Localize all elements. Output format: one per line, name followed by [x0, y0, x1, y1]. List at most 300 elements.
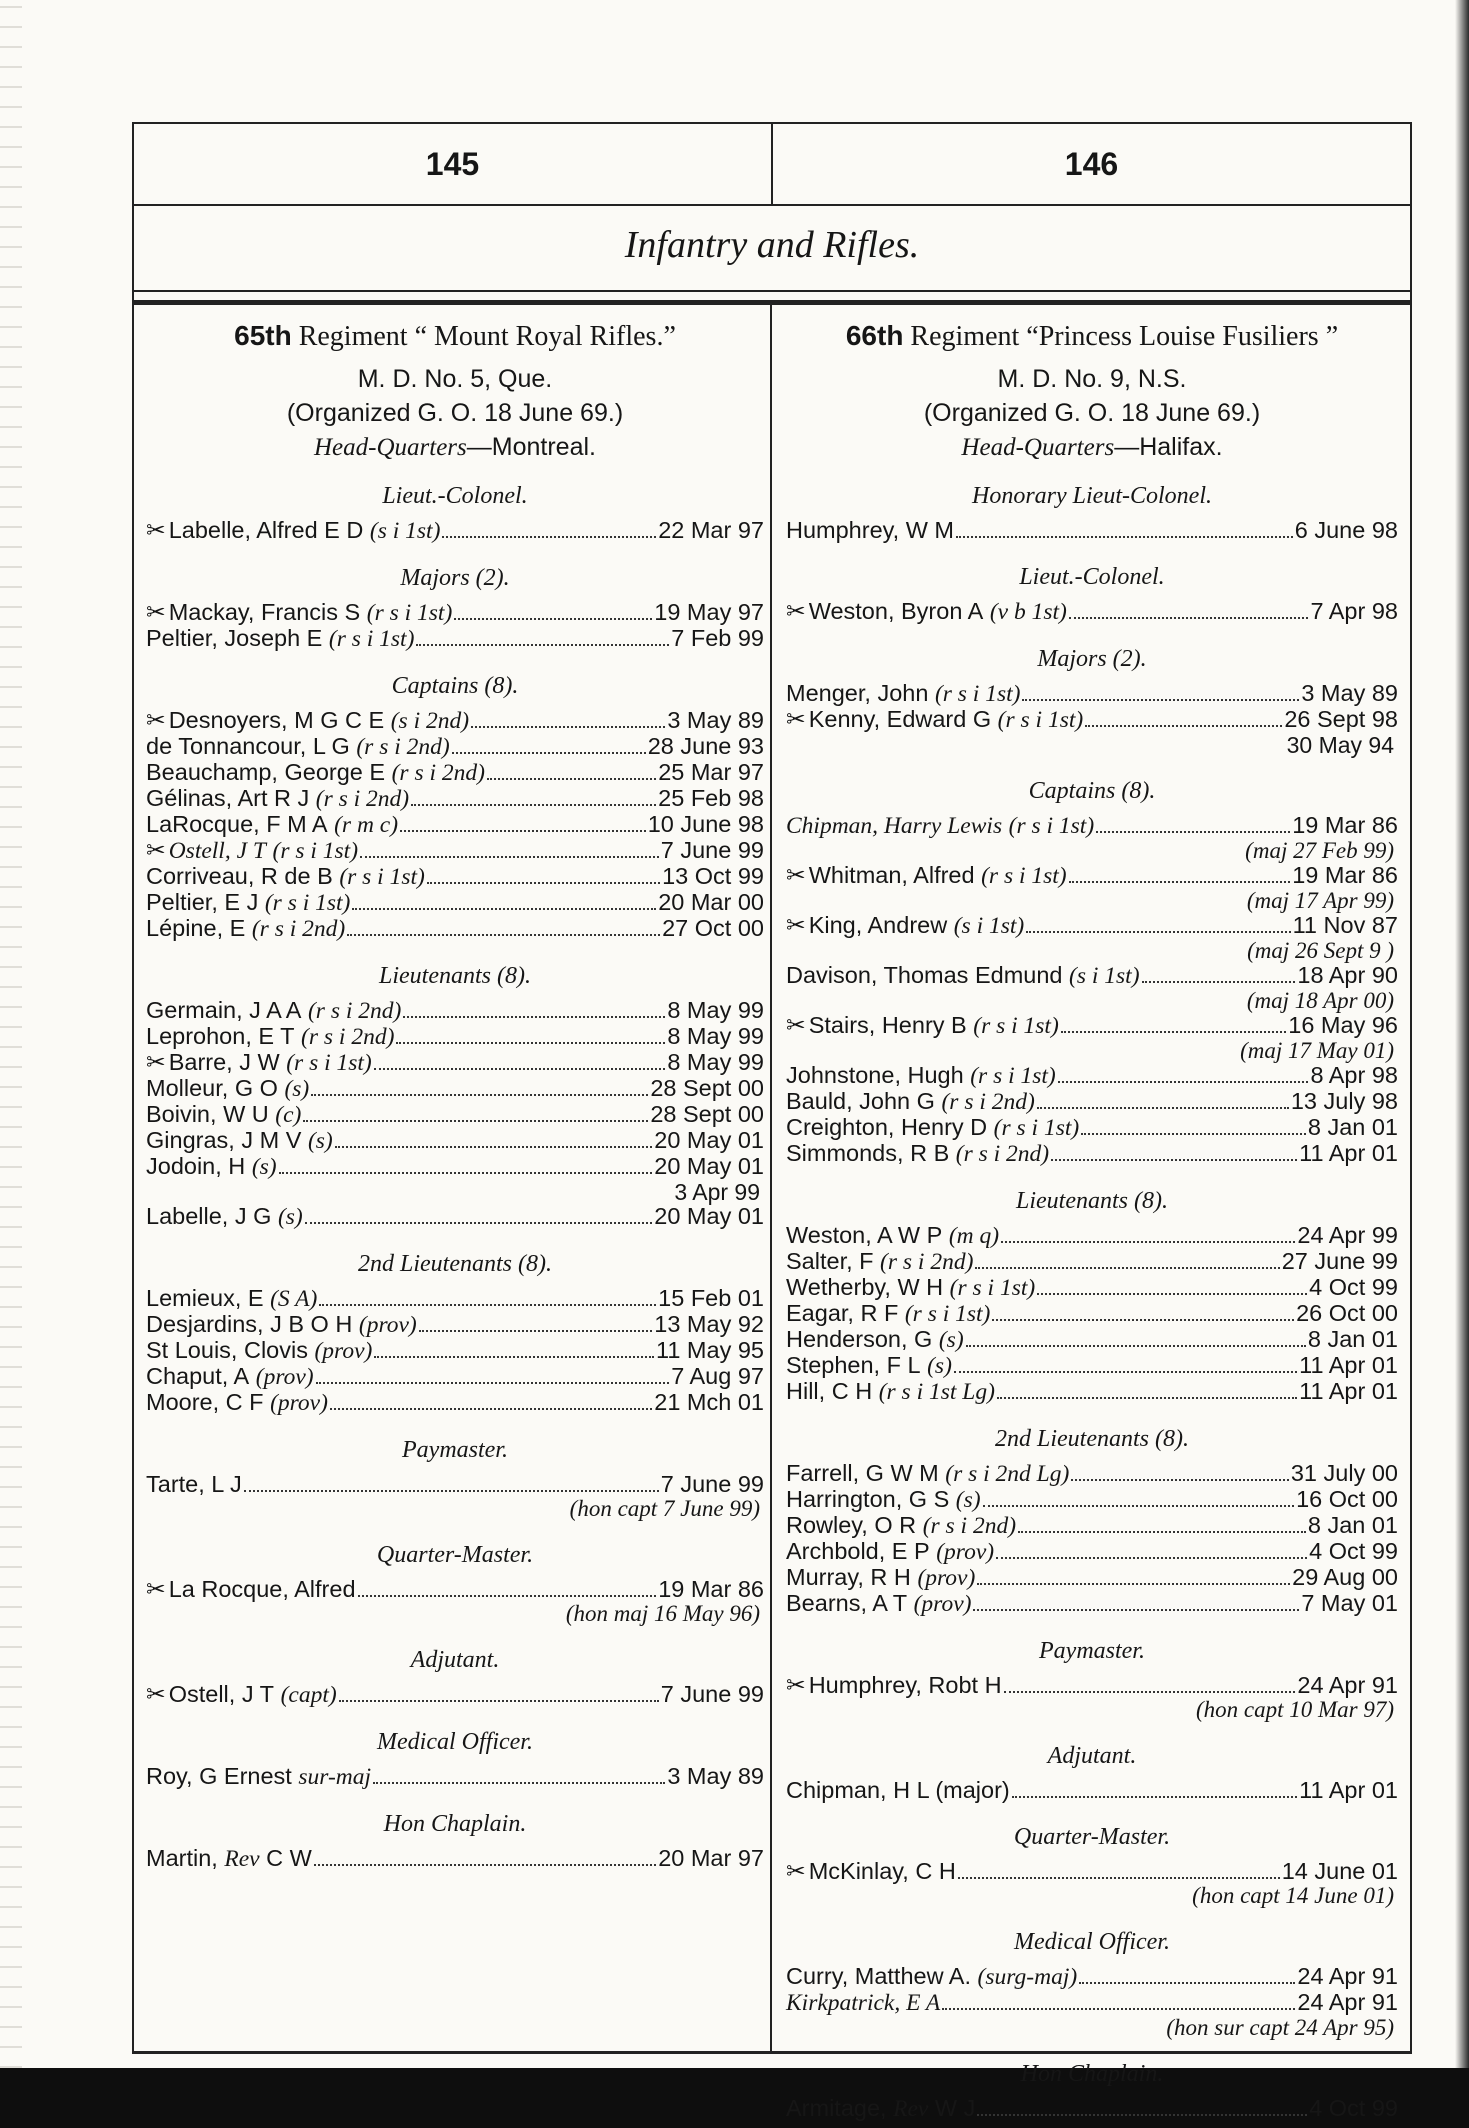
- officer-qualification: (r s i 2nd Lg): [945, 1461, 1070, 1487]
- leader-dots: [975, 1267, 1279, 1269]
- organized-note: (Organized G. O. 18 June 69.): [286, 399, 624, 427]
- officer-single: [786, 599, 1398, 625]
- officer-qualification: (r s i 1st): [904, 1301, 991, 1327]
- officer-qualification: (s): [927, 1353, 952, 1379]
- leader-dots: [335, 1146, 653, 1148]
- officer-entry: [786, 1964, 1398, 1990]
- officer-date: 14 June 01: [1281, 1858, 1398, 1884]
- officer-date: 20 Mar 00: [658, 889, 764, 915]
- leader-dots: [471, 726, 665, 728]
- scissors-icon: ✂: [146, 598, 166, 626]
- officer-qualification: (r s i 2nd): [315, 786, 410, 812]
- officer-name: King, Andrew: [808, 912, 948, 938]
- officer-qualification: (r s i 1st): [328, 626, 415, 652]
- leader-dots: [977, 1583, 1290, 1585]
- officer-qualification: (surg-maj): [977, 1964, 1078, 1990]
- officer-date: 27 June 99: [1281, 1248, 1398, 1274]
- officer-date: 8 Apr 98: [1310, 1062, 1398, 1088]
- leader-dots: [973, 1609, 1299, 1611]
- officer-qualification: (prov): [270, 1390, 328, 1416]
- officer-qualification: (s): [938, 1327, 964, 1353]
- officer-date: 8 May 99: [667, 1049, 764, 1075]
- leader-dots: [1037, 1293, 1307, 1295]
- officer-name: Desjardins, J B O H: [146, 1311, 353, 1337]
- scissors-icon: ✂: [786, 861, 806, 889]
- officer-date: 16 Oct 00: [1296, 1486, 1398, 1512]
- page-number-left: 145: [134, 124, 773, 204]
- scissors-icon: ✂: [786, 705, 806, 733]
- officer-note: (hon capt 10 Mar 97): [1195, 1697, 1394, 1722]
- leader-dots: [316, 1382, 670, 1384]
- officer-single: [786, 1859, 1398, 1908]
- rank-heading: Medical Officer.: [1014, 1929, 1170, 1955]
- leader-dots: [1022, 699, 1299, 701]
- leader-dots: [330, 1408, 652, 1410]
- officer-date: 4 Oct 99: [1309, 2095, 1398, 2121]
- officer-name: Kenny, Edward G: [808, 706, 992, 732]
- officer-entry: [786, 1513, 1398, 1539]
- leader-dots: [339, 1700, 659, 1702]
- officer-single: [786, 518, 1398, 543]
- leader-dots: [1001, 1241, 1295, 1243]
- officer-name: Hill, C H: [786, 1378, 873, 1404]
- officer-date: 8 May 99: [667, 1023, 764, 1049]
- officer-name: Peltier, Joseph E: [146, 625, 323, 651]
- officer-list: [146, 1286, 764, 1416]
- officer-qualification: (m q): [948, 1223, 1000, 1249]
- officer-qualification: (prov): [913, 1591, 972, 1617]
- leader-dots: [1012, 1796, 1297, 1798]
- officer-date: 19 Mar 86: [1292, 812, 1398, 838]
- officer-entry: [786, 1141, 1398, 1167]
- officer-date: 29 Aug 00: [1292, 1564, 1398, 1590]
- leader-dots: [1085, 725, 1282, 727]
- officer-entry: [786, 1859, 1398, 1884]
- officer-date-secondary: 30 May 94: [1286, 732, 1394, 758]
- officer-date: 15 Feb 01: [658, 1285, 764, 1311]
- officer-list: [786, 681, 1398, 757]
- officer-entry: [146, 1338, 764, 1364]
- officer-name: Lemieux, E: [146, 1285, 264, 1311]
- officer-entry: [786, 681, 1398, 707]
- rank-heading: Captains (8).: [1028, 778, 1156, 804]
- officer-qualification: (prov): [917, 1565, 976, 1591]
- headquarters-value: —Halifax.: [1114, 433, 1223, 461]
- officer-qualification: (prov): [255, 1364, 314, 1390]
- officer-name: LaRocque, F M A: [146, 811, 328, 837]
- rank-heading: Hon Chaplain.: [383, 1811, 527, 1837]
- officer-name: Murray, R H: [786, 1564, 911, 1590]
- headquarters-label: Head-Quarters: [314, 434, 467, 461]
- leader-dots: [983, 1505, 1295, 1507]
- leader-dots: [1058, 1081, 1309, 1083]
- officer-qualification: (r s i 2nd): [307, 998, 402, 1024]
- rank-heading: Majors (2).: [400, 565, 510, 591]
- officer-date: 18 Apr 90: [1297, 962, 1398, 988]
- officer-single: [786, 1778, 1398, 1803]
- right-column: [786, 312, 1398, 2122]
- officer-name: Henderson, G: [786, 1326, 933, 1352]
- officer-single: [146, 1682, 764, 1708]
- rank-heading: Quarter-Master.: [376, 1542, 534, 1568]
- officer-name: Stairs, Henry B: [808, 1012, 967, 1038]
- officer-note: (maj 26 Sept 9 ): [1247, 938, 1394, 963]
- officer-entry: [146, 626, 764, 652]
- headquarters-label: Head-Quarters: [961, 434, 1115, 461]
- officer-list: [146, 600, 764, 652]
- officer-qualification: (s): [277, 1204, 303, 1230]
- officer-name: Ostell, J T: [168, 1681, 275, 1707]
- leader-dots: [454, 618, 652, 620]
- officer-date: 11 Apr 01: [1299, 1140, 1398, 1166]
- officer-name: Farrell, G W M: [786, 1460, 939, 1486]
- scissors-icon: ✂: [146, 1575, 166, 1603]
- officer-qualification: (r s i 2nd): [391, 760, 485, 786]
- leader-dots: [1142, 981, 1296, 983]
- officer-qualification: (r s i 2nd): [922, 1513, 1017, 1539]
- officer-date: 25 Mar 97: [658, 759, 764, 785]
- officer-name: Eagar, R F: [786, 1300, 899, 1326]
- officer-qualification: (v b 1st): [989, 599, 1067, 625]
- leader-dots: [1061, 1031, 1286, 1033]
- rev-title: Rev: [893, 2096, 929, 2122]
- officer-note: (maj 17 May 01): [1240, 1038, 1394, 1063]
- scissors-icon: ✂: [786, 1857, 806, 1885]
- officer-qualification: (r s i 2nd): [251, 916, 346, 942]
- officer-date: 7 Feb 99: [671, 625, 764, 651]
- scissors-icon: ✂: [786, 1671, 806, 1699]
- officer-name: Martin,: [146, 1845, 218, 1871]
- officer-date: 6 June 98: [1294, 517, 1398, 543]
- rank-heading: Adjutant.: [1047, 1743, 1137, 1769]
- leader-dots: [1037, 1107, 1289, 1109]
- officer-qualification: (s i 1st): [1069, 963, 1140, 989]
- officer-date: 24 Apr 91: [1297, 1963, 1398, 1989]
- officer-qualification: (r s i 1st): [934, 681, 1021, 707]
- rank-heading: Honorary Lieut-Colonel.: [972, 483, 1212, 509]
- officer-note: (hon capt 14 June 01): [1192, 1883, 1394, 1908]
- regiment-name: Regiment “ Mount Royal Rifles.”: [298, 321, 676, 352]
- officer-date: 21 Mch 01: [654, 1389, 764, 1415]
- officer-entry: [146, 998, 764, 1024]
- scissors-icon: ✂: [146, 836, 166, 864]
- officer-name: Armitage,: [786, 2095, 887, 2121]
- scan-edge-left: [0, 0, 22, 2128]
- chaplain-entry: [146, 1846, 764, 1872]
- officer-name: McKinlay, C H: [808, 1858, 956, 1884]
- leader-dots: [411, 804, 656, 806]
- officer-entry: [146, 838, 764, 864]
- officer-entry: [146, 1472, 764, 1497]
- officer-qualification: (s): [284, 1076, 310, 1102]
- leader-dots: [244, 1490, 659, 1492]
- headquarters: [786, 433, 1398, 462]
- rank-heading: Lieut.-Colonel.: [1019, 564, 1165, 590]
- officer-qualification: (c): [275, 1102, 302, 1128]
- officer-name: La Rocque, Alfred: [168, 1576, 356, 1602]
- rank-heading: Paymaster.: [1039, 1638, 1145, 1664]
- officer-single: [786, 1673, 1398, 1722]
- officer-entry: [786, 1778, 1398, 1803]
- scissors-icon: ✂: [146, 706, 166, 734]
- leader-dots: [1096, 831, 1290, 833]
- officer-qualification: (s i 1st): [953, 913, 1025, 939]
- officer-entry: [146, 760, 764, 786]
- leader-dots: [942, 2008, 1295, 2010]
- leader-dots: [966, 1345, 1306, 1347]
- officer-list: [146, 518, 764, 544]
- leader-dots: [977, 2114, 1307, 2116]
- officer-single: [146, 1764, 764, 1790]
- officer-name: Chaput, A: [146, 1363, 250, 1389]
- officer-qualification: (r s i 1st): [997, 707, 1084, 733]
- rank-heading: Medical Officer.: [377, 1729, 533, 1755]
- leader-dots: [1051, 1159, 1297, 1161]
- officer-entry: [786, 1115, 1398, 1141]
- officer-date: 27 Oct 00: [662, 915, 764, 941]
- officer-note: (maj 18 Apr 00): [1246, 988, 1394, 1013]
- military-district: M. D. No. 9, N.S.: [997, 365, 1187, 393]
- officer-qualification: (r s i 1st): [949, 1275, 1036, 1301]
- officer-list: [786, 813, 1398, 1063]
- officer-date: 25 Feb 98: [658, 785, 764, 811]
- officer-date: 11 Apr 01: [1299, 1777, 1398, 1803]
- officer-note: (maj 17 Apr 99): [1246, 888, 1394, 913]
- rank-heading: Captains (8).: [391, 673, 519, 699]
- officer-name: Chipman, Harry Lewis: [786, 813, 1003, 839]
- officer-qualification: (r s i 2nd): [880, 1249, 974, 1275]
- scissors-icon: ✂: [786, 597, 806, 625]
- leader-dots: [427, 882, 660, 884]
- officer-entry: [786, 1565, 1398, 1591]
- officer-list: [786, 1063, 1398, 1167]
- leader-dots: [956, 536, 1293, 538]
- leader-dots: [303, 1120, 648, 1122]
- officer-qualification: (r s i 1st): [366, 600, 453, 626]
- officer-date: 7 June 99: [660, 1681, 764, 1707]
- scissors-icon: ✂: [786, 911, 806, 939]
- officer-date: 20 May 01: [654, 1127, 764, 1153]
- officer-date: 4 Oct 99: [1309, 1274, 1398, 1300]
- officer-qualification: (r s i 1st): [1008, 813, 1095, 839]
- officer-list: [146, 708, 764, 942]
- officer-date: 16 May 96: [1288, 1012, 1398, 1038]
- officer-list: [786, 1223, 1398, 1405]
- officer-entry: [146, 864, 764, 890]
- officer-date: 8 Jan 01: [1307, 1512, 1398, 1538]
- leader-dots: [1079, 1982, 1295, 1984]
- officer-name: St Louis, Clovis: [146, 1337, 308, 1363]
- officer-qualification: (capt): [280, 1682, 337, 1708]
- officer-entry: [146, 518, 764, 544]
- officer-entry: [786, 1301, 1398, 1327]
- officer-date: 26 Sept 98: [1284, 706, 1398, 732]
- officer-entry: [146, 812, 764, 838]
- regiment-name: Regiment “Princess Louise Fusiliers ”: [910, 321, 1339, 352]
- leader-dots: [958, 1877, 1280, 1879]
- officer-entry: [786, 913, 1398, 939]
- officer-qualification: (s): [955, 1487, 981, 1513]
- officer-date: 28 Sept 00: [650, 1075, 764, 1101]
- officer-entry: [146, 890, 764, 916]
- rank-heading: Paymaster.: [402, 1437, 508, 1463]
- organized-note: (Organized G. O. 18 June 69.): [923, 399, 1261, 427]
- officer-name: Davison, Thomas Edmund: [786, 962, 1063, 988]
- officer-list: [786, 1964, 1398, 2016]
- scissors-icon: ✂: [146, 1048, 166, 1076]
- officer-date: 20 May 01: [654, 1203, 764, 1229]
- officer-qualification: (r s i 2nd): [955, 1141, 1050, 1167]
- scissors-icon: ✂: [786, 1011, 806, 1039]
- officer-date: 24 Apr 99: [1297, 1222, 1398, 1248]
- officer-entry: [146, 916, 764, 942]
- officer-date: 24 Apr 91: [1297, 1989, 1398, 2015]
- officer-entry: [786, 813, 1398, 839]
- leader-dots: [442, 536, 656, 538]
- officer-date: 31 July 00: [1290, 1460, 1398, 1486]
- officer-qualification: (r s i 1st): [286, 1050, 372, 1076]
- leader-dots: [416, 644, 669, 646]
- regiment-heading-right: [786, 320, 1398, 353]
- officer-name: Boivin, W U: [146, 1101, 269, 1127]
- officer-qualification: (r s i 2nd): [941, 1089, 1035, 1115]
- leader-dots: [358, 1595, 657, 1597]
- leader-dots: [311, 1094, 648, 1096]
- officer-entry: [146, 708, 764, 734]
- officer-name: Harrington, G S: [786, 1486, 950, 1512]
- officer-entry: [786, 1223, 1398, 1249]
- leader-dots: [400, 830, 646, 832]
- officer-name: Barre, J W: [168, 1049, 280, 1075]
- officer-qualification: (r s i 1st Lg): [878, 1379, 995, 1405]
- rank-heading: Adjutant.: [410, 1647, 500, 1673]
- rank-heading: Hon Chaplain.: [1020, 2061, 1164, 2087]
- officer-name: Moore, C F: [146, 1389, 264, 1415]
- officer-name: Roy, G Ernest: [146, 1763, 292, 1789]
- officer-entry: [786, 1013, 1398, 1039]
- leader-dots: [1071, 1479, 1289, 1481]
- officer-name: Gingras, J M V: [146, 1127, 302, 1153]
- officer-name: Germain, J A A: [146, 997, 302, 1023]
- rank-heading: 2nd Lieutenants (8).: [358, 1251, 552, 1277]
- officer-name: Lépine, E: [146, 915, 246, 941]
- headquarters: [146, 433, 764, 462]
- officer-qualification: (prov): [314, 1338, 373, 1364]
- officer-date: 7 Apr 98: [1310, 598, 1398, 624]
- officer-entry: [146, 734, 764, 760]
- officer-date: 7 June 99: [660, 1471, 764, 1497]
- officer-date: 13 May 92: [654, 1311, 764, 1337]
- officer-name: Johnstone, Hugh: [786, 1062, 964, 1088]
- officer-name: Simmonds, R B: [786, 1140, 950, 1166]
- leader-dots: [352, 908, 656, 910]
- officer-name: Weston, A W P: [786, 1222, 943, 1248]
- officer-qualification: (prov): [936, 1539, 995, 1565]
- officer-name: Mackay, Francis S: [168, 599, 361, 625]
- officer-date: 4 Oct 99: [1309, 1538, 1398, 1564]
- officer-date: 19 Mar 86: [658, 1576, 764, 1602]
- rank-heading: Quarter-Master.: [1013, 1824, 1171, 1850]
- leader-dots: [997, 1397, 1297, 1399]
- officer-qualification: sur-maj: [298, 1764, 372, 1790]
- section-title: Infantry and Rifles.: [624, 224, 920, 266]
- officer-name: Weston, Byron A: [808, 598, 984, 624]
- officer-entry: [786, 1275, 1398, 1301]
- officer-date: 22 Mar 97: [658, 517, 764, 543]
- leader-dots: [305, 1222, 653, 1224]
- officer-name: Humphrey, Robt H: [808, 1672, 1002, 1698]
- officer-name: Tarte, L J: [146, 1471, 242, 1497]
- officer-list: [786, 1461, 1398, 1617]
- officer-date: 7 Aug 97: [671, 1363, 764, 1389]
- officer-entry: [146, 1286, 764, 1312]
- officer-name: de Tonnancour, L G: [146, 733, 350, 759]
- officer-entry: [146, 1577, 764, 1602]
- officer-date: 3 May 89: [667, 1763, 764, 1789]
- leader-dots: [373, 1782, 665, 1784]
- officer-name: Stephen, F L: [786, 1352, 921, 1378]
- officer-entry: [146, 1076, 764, 1102]
- officer-qualification: (s i 2nd): [390, 708, 470, 734]
- medical-note: (hon sur capt 24 Apr 95): [1166, 2015, 1394, 2040]
- officer-entry: [146, 600, 764, 626]
- thick-rule: [134, 290, 1410, 305]
- officer-name: Labelle, J G: [146, 1203, 272, 1229]
- leader-dots: [1004, 1691, 1296, 1693]
- officer-date: 19 May 97: [654, 599, 764, 625]
- leader-dots: [954, 1371, 1297, 1373]
- officer-date: 8 Jan 01: [1307, 1114, 1398, 1140]
- officer-date: 3 May 89: [667, 707, 764, 733]
- page-number-right: 146: [1064, 146, 1119, 182]
- officer-name: Humphrey, W M: [786, 517, 954, 543]
- rank-heading: Lieutenants (8).: [1016, 1188, 1168, 1214]
- officer-single: [146, 1472, 764, 1521]
- officer-qualification: (r m c): [334, 812, 399, 838]
- officer-entry: [146, 1050, 764, 1076]
- officer-list: [146, 998, 764, 1180]
- officer-entry: [146, 1102, 764, 1128]
- officer-name: Archbold, E P: [786, 1538, 930, 1564]
- officer-name: Salter, F: [786, 1248, 874, 1274]
- officer-name: Whitman, Alfred: [808, 862, 975, 888]
- officer-date: 13 Oct 99: [662, 863, 764, 889]
- leader-dots: [347, 934, 660, 936]
- officer-entry: [786, 863, 1398, 889]
- scissors-icon: ✂: [146, 516, 166, 544]
- officer-qualification: (r s i 1st): [981, 863, 1067, 889]
- officer-name: Leprohon, E T: [146, 1023, 295, 1049]
- officer-date: 8 Jan 01: [1307, 1326, 1398, 1352]
- officer-entry: [146, 1154, 764, 1180]
- leader-dots: [396, 1042, 665, 1044]
- officer-entry: [786, 1063, 1398, 1089]
- officer-entry: [146, 1312, 764, 1338]
- regiment-number: 66th: [845, 320, 904, 351]
- officer-entry: [786, 1990, 1398, 2016]
- officer-date: 10 June 98: [647, 811, 764, 837]
- rank-heading: Lieut.-Colonel.: [382, 483, 528, 509]
- officer-name: Peltier, E J: [146, 889, 259, 915]
- officer-date: 28 June 93: [647, 733, 764, 759]
- officer-date: 11 Nov 87: [1292, 912, 1398, 938]
- officer-qualification: (r s i 2nd): [356, 734, 450, 760]
- leader-dots: [452, 752, 646, 754]
- rank-heading: Lieutenants (8).: [379, 963, 531, 989]
- officer-entry: [146, 1682, 764, 1708]
- officer-qualification: (r s i 1st): [272, 838, 359, 864]
- officer-entry: [786, 599, 1398, 625]
